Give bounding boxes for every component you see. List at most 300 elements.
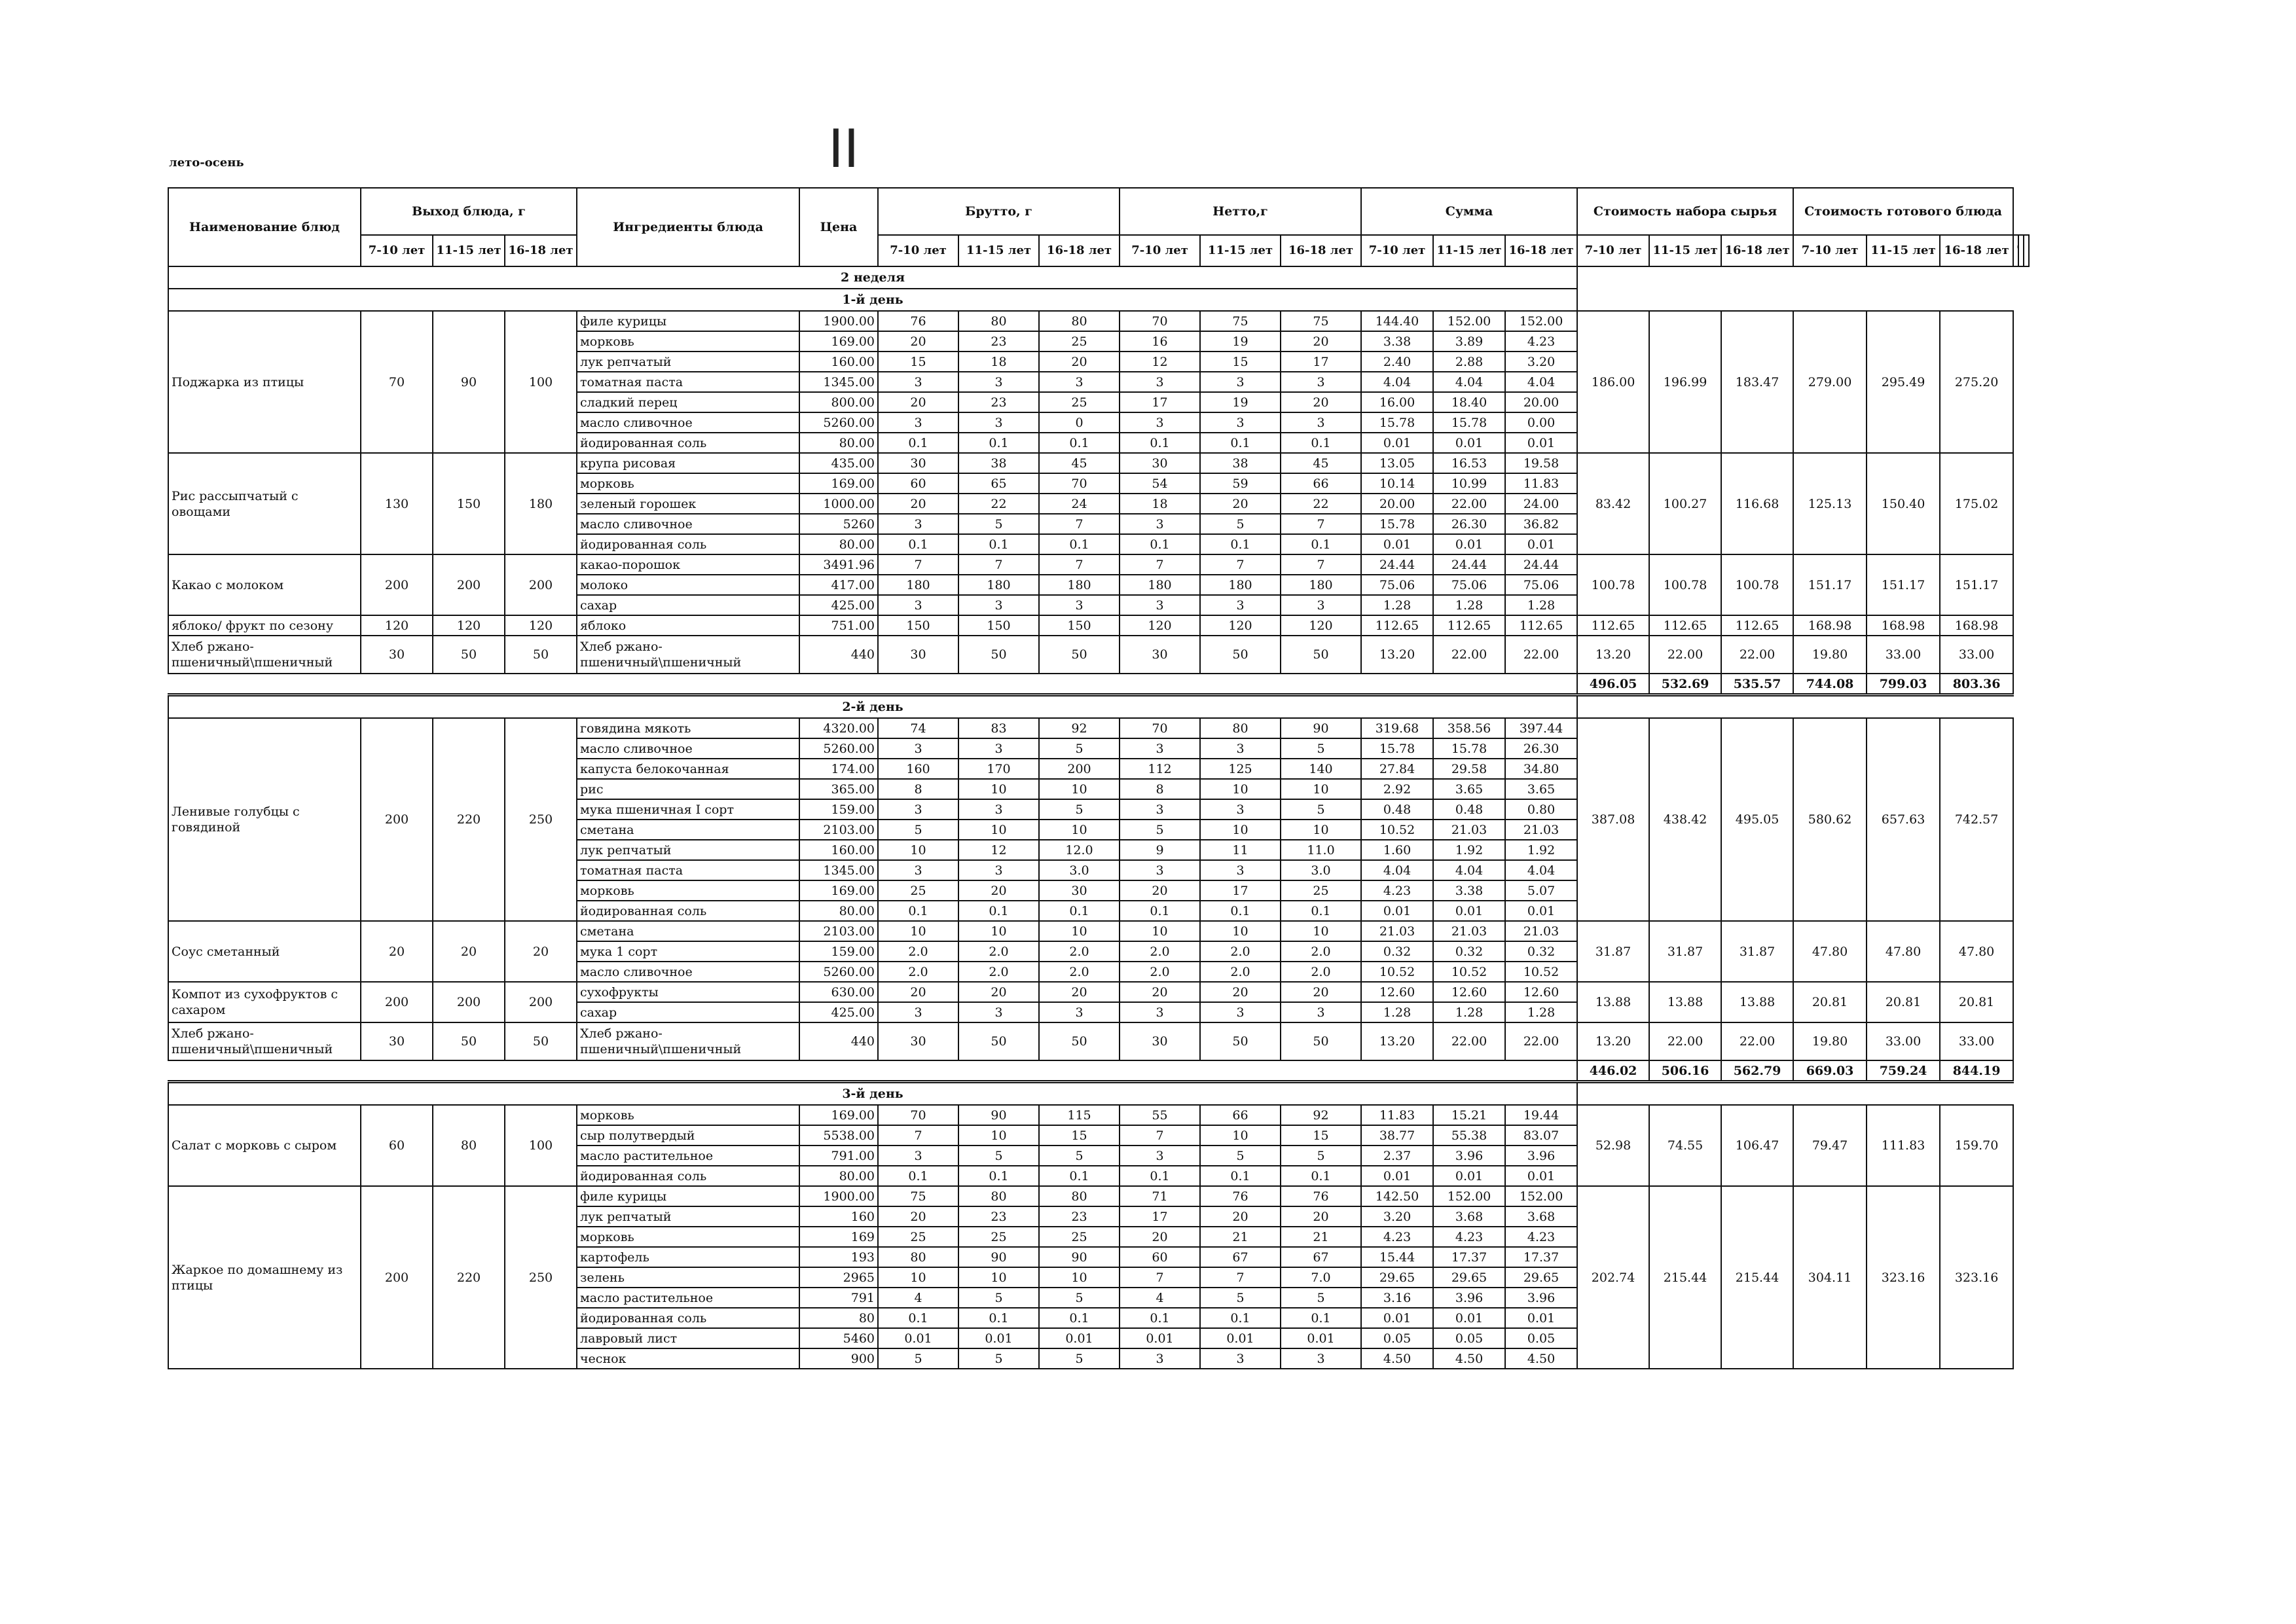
ingredient-price: 80.00: [799, 901, 878, 921]
ingredient-sum: 26.30: [1505, 738, 1577, 759]
header-ready-cost: Стоимость готового блюда: [1793, 188, 2013, 235]
gross-weight: 0.1: [1039, 1308, 1120, 1328]
ingredient-sum: 24.44: [1361, 554, 1433, 575]
gross-weight: 3: [878, 860, 958, 880]
dish-output: 100: [505, 311, 577, 453]
gross-weight: 3: [878, 738, 958, 759]
net-weight: 50: [1200, 1022, 1281, 1060]
net-weight: 15: [1281, 1125, 1361, 1146]
ingredient-price: 4320.00: [799, 718, 878, 738]
net-weight: 11.0: [1281, 840, 1361, 860]
net-weight: 8: [1120, 779, 1200, 799]
ingredient-price: 169: [799, 1227, 878, 1247]
gross-weight: 0.1: [958, 901, 1039, 921]
age-header: 7-10 лет: [1120, 235, 1200, 266]
ingredient-sum: 20.00: [1361, 494, 1433, 514]
net-weight: 76: [1281, 1186, 1361, 1206]
net-weight: 19: [1200, 392, 1281, 412]
ingredient-sum: 15.78: [1361, 412, 1433, 433]
ingredient-sum: 1.28: [1505, 595, 1577, 615]
ingredient-sum: 397.44: [1505, 718, 1577, 738]
gross-weight: 20: [1039, 352, 1120, 372]
net-weight: 12: [1120, 352, 1200, 372]
ingredient-name: йодированная соль: [577, 433, 799, 453]
ingredient-name: масло сливочное: [577, 962, 799, 982]
net-weight: 90: [1281, 718, 1361, 738]
gross-weight: 23: [958, 331, 1039, 352]
gross-weight: 10: [958, 1125, 1039, 1146]
ingredient-sum: 4.23: [1505, 331, 1577, 352]
ready-cost: 125.13: [1793, 453, 1867, 554]
dish-output: 130: [361, 453, 433, 554]
header-gross: Брутто, г: [878, 188, 1120, 235]
net-weight: 5: [1120, 820, 1200, 840]
net-weight: 2.0: [1200, 962, 1281, 982]
ingredient-sum: 11.83: [1361, 1105, 1433, 1125]
gross-weight: 150: [958, 615, 1039, 636]
ingredient-sum: 11.83: [1505, 473, 1577, 494]
net-weight: 7.0: [1281, 1267, 1361, 1288]
ingredient-sum: 3.68: [1505, 1206, 1577, 1227]
net-weight: 20: [1200, 982, 1281, 1002]
dish-name: Поджарка из птицы: [168, 311, 361, 453]
ingredient-name: морковь: [577, 880, 799, 901]
ready-cost: 150.40: [1867, 453, 1940, 554]
ingredient-sum: 13.20: [1361, 1022, 1433, 1060]
net-weight: 7: [1200, 554, 1281, 575]
gross-weight: 20: [958, 880, 1039, 901]
ingredient-sum: 0.32: [1505, 941, 1577, 962]
ingredient-sum: 16.00: [1361, 392, 1433, 412]
ready-cost: 168.98: [1940, 615, 2013, 636]
dish-name: Хлеб ржано-пшеничный\пшеничный: [168, 1022, 361, 1060]
ingredient-price: 425.00: [799, 595, 878, 615]
ready-cost: 168.98: [1867, 615, 1940, 636]
gross-weight: 3: [1039, 1002, 1120, 1022]
net-weight: 3: [1120, 1146, 1200, 1166]
net-weight: 2.0: [1200, 941, 1281, 962]
gross-weight: 90: [958, 1105, 1039, 1125]
net-weight: 0.01: [1120, 1328, 1200, 1348]
menu-cost-table: [168, 187, 2030, 1369]
ingredient-sum: 4.04: [1433, 372, 1505, 392]
gross-weight: 0.1: [878, 1166, 958, 1186]
net-weight: 5: [1281, 799, 1361, 820]
ingredient-sum: 5.07: [1505, 880, 1577, 901]
net-weight: 22: [1281, 494, 1361, 514]
gross-weight: 3: [958, 412, 1039, 433]
ready-cost: 304.11: [1793, 1186, 1867, 1369]
ingredient-row: [168, 1186, 2029, 1206]
net-weight: 180: [1281, 575, 1361, 595]
ingredient-price: 2103.00: [799, 820, 878, 840]
net-weight: 75: [1281, 311, 1361, 331]
ingredient-price: 80.00: [799, 1166, 878, 1186]
ingredient-name: томатная паста: [577, 860, 799, 880]
gross-weight: 2.0: [958, 941, 1039, 962]
net-weight: 30: [1120, 453, 1200, 473]
gross-weight: 0.1: [958, 1166, 1039, 1186]
age-header: 11-15 лет: [958, 235, 1039, 266]
gross-weight: 0: [1039, 412, 1120, 433]
raw-cost: 186.00: [1577, 311, 1649, 453]
ingredient-price: 900: [799, 1348, 878, 1369]
gross-weight: 50: [958, 1022, 1039, 1060]
dish-output: 20: [361, 921, 433, 982]
dish-output: 250: [505, 718, 577, 921]
gross-weight: 20: [878, 331, 958, 352]
dish-output: 80: [433, 1105, 505, 1186]
dish-output: 100: [505, 1105, 577, 1186]
gross-weight: 15: [878, 352, 958, 372]
gross-weight: 12: [958, 840, 1039, 860]
gross-weight: 90: [958, 1247, 1039, 1267]
net-weight: 17: [1281, 352, 1361, 372]
net-weight: 10: [1281, 779, 1361, 799]
ingredient-sum: 1.28: [1361, 595, 1433, 615]
net-weight: 45: [1281, 453, 1361, 473]
ingredient-name: сметана: [577, 820, 799, 840]
ingredient-price: 791: [799, 1288, 878, 1308]
age-header: [2013, 235, 2018, 266]
net-weight: 20: [1281, 1206, 1361, 1227]
raw-cost: 13.20: [1577, 1022, 1649, 1060]
dish-name: Жаркое по домашнему из птицы: [168, 1186, 361, 1369]
gross-weight: 0.01: [878, 1328, 958, 1348]
ingredient-price: 365.00: [799, 779, 878, 799]
net-weight: 3: [1200, 860, 1281, 880]
net-weight: 10: [1200, 921, 1281, 941]
ready-cost: 33.00: [1867, 1022, 1940, 1060]
ingredient-name: лук репчатый: [577, 840, 799, 860]
gross-weight: 8: [878, 779, 958, 799]
day-total-row: [168, 1060, 2029, 1082]
ingredient-sum: 21.03: [1433, 921, 1505, 941]
ingredient-name: лук репчатый: [577, 1206, 799, 1227]
net-weight: 120: [1200, 615, 1281, 636]
net-weight: 19: [1200, 331, 1281, 352]
ingredient-sum: 319.68: [1361, 718, 1433, 738]
net-weight: 0.1: [1120, 534, 1200, 554]
ingredient-sum: 2.40: [1361, 352, 1433, 372]
net-weight: 0.1: [1120, 901, 1200, 921]
ready-cost: 79.47: [1793, 1105, 1867, 1186]
gross-weight: 10: [958, 921, 1039, 941]
gross-weight: 20: [878, 494, 958, 514]
ingredient-sum: 4.04: [1505, 860, 1577, 880]
ready-cost: 168.98: [1793, 615, 1867, 636]
ready-cost: 323.16: [1867, 1186, 1940, 1369]
dish-name: Салат с морковь с сыром: [168, 1105, 361, 1186]
ingredient-sum: 3.20: [1505, 352, 1577, 372]
net-weight: 0.1: [1281, 901, 1361, 921]
gross-weight: 70: [1039, 473, 1120, 494]
day-total: 744.08: [1793, 674, 1867, 695]
net-weight: 7: [1281, 514, 1361, 534]
ingredient-name: мука 1 сорт: [577, 941, 799, 962]
ingredient-row: [168, 1105, 2029, 1125]
net-weight: 3: [1120, 799, 1200, 820]
ready-cost: 33.00: [1940, 636, 2013, 674]
ingredient-name: сыр полутвердый: [577, 1125, 799, 1146]
dish-output: 200: [361, 718, 433, 921]
day-total: 759.24: [1867, 1060, 1940, 1082]
gross-weight: 25: [1039, 392, 1120, 412]
ingredient-sum: 0.32: [1433, 941, 1505, 962]
ready-cost: 580.62: [1793, 718, 1867, 921]
dish-output: 200: [361, 1186, 433, 1369]
raw-cost: 13.20: [1577, 636, 1649, 674]
raw-cost: 83.42: [1577, 453, 1649, 554]
raw-cost: 112.65: [1577, 615, 1649, 636]
ingredient-sum: 13.05: [1361, 453, 1433, 473]
ingredient-price: 440: [799, 636, 878, 674]
ingredient-price: 3491.96: [799, 554, 878, 575]
gross-weight: 74: [878, 718, 958, 738]
ingredient-sum: 3.68: [1433, 1206, 1505, 1227]
ingredient-sum: 15.78: [1361, 514, 1433, 534]
age-header: 11-15 лет: [433, 235, 505, 266]
ingredient-sum: 1.28: [1433, 595, 1505, 615]
ingredient-sum: 27.84: [1361, 759, 1433, 779]
day-title: 2-й день: [168, 695, 1577, 719]
gross-weight: 3: [958, 1002, 1039, 1022]
net-weight: 125: [1200, 759, 1281, 779]
net-weight: 2.0: [1281, 941, 1361, 962]
net-weight: 20: [1281, 982, 1361, 1002]
net-weight: 17: [1120, 392, 1200, 412]
net-weight: 0.1: [1200, 1308, 1281, 1328]
gross-weight: 10: [1039, 820, 1120, 840]
gross-weight: 0.1: [1039, 433, 1120, 453]
gross-weight: 180: [958, 575, 1039, 595]
blank-cell: [1577, 695, 2013, 719]
net-weight: 75: [1200, 311, 1281, 331]
ingredient-row: [168, 1022, 2029, 1060]
net-weight: 0.1: [1200, 901, 1281, 921]
ingredient-sum: 17.37: [1433, 1247, 1505, 1267]
ingredient-row: [168, 636, 2029, 674]
gross-weight: 30: [878, 636, 958, 674]
net-weight: 10: [1200, 1125, 1281, 1146]
ingredient-name: масло растительное: [577, 1146, 799, 1166]
ingredient-name: сметана: [577, 921, 799, 941]
age-header: [2024, 235, 2029, 266]
ingredient-sum: 2.92: [1361, 779, 1433, 799]
gross-weight: 3: [958, 595, 1039, 615]
ingredient-price: 630.00: [799, 982, 878, 1002]
ingredient-sum: 0.05: [1433, 1328, 1505, 1348]
ingredient-sum: 75.06: [1433, 575, 1505, 595]
ingredient-price: 160.00: [799, 352, 878, 372]
header-sum: Сумма: [1361, 188, 1577, 235]
gross-weight: 80: [1039, 311, 1120, 331]
net-weight: 7: [1281, 554, 1361, 575]
ingredient-sum: 3.96: [1505, 1146, 1577, 1166]
ingredient-price: 159.00: [799, 941, 878, 962]
ingredient-name: сухофрукты: [577, 982, 799, 1002]
ingredient-name: масло сливочное: [577, 412, 799, 433]
net-weight: 16: [1120, 331, 1200, 352]
dish-name: Рис рассыпчатый с овощами: [168, 453, 361, 554]
ingredient-sum: 0.05: [1505, 1328, 1577, 1348]
age-header: 16-18 лет: [1281, 235, 1361, 266]
raw-cost: 100.27: [1649, 453, 1721, 554]
ready-cost: 33.00: [1940, 1022, 2013, 1060]
day-total: 496.05: [1577, 674, 1649, 695]
ingredient-name: зеленый горошек: [577, 494, 799, 514]
raw-cost: 100.78: [1649, 554, 1721, 615]
gross-weight: 23: [1039, 1206, 1120, 1227]
gross-weight: 38: [958, 453, 1039, 473]
ingredient-price: 5538.00: [799, 1125, 878, 1146]
ingredient-sum: 1.28: [1505, 1002, 1577, 1022]
gross-weight: 2.0: [958, 962, 1039, 982]
gross-weight: 50: [1039, 1022, 1120, 1060]
net-weight: 54: [1120, 473, 1200, 494]
ingredient-sum: 0.01: [1505, 901, 1577, 921]
gross-weight: 2.0: [878, 962, 958, 982]
ingredient-name: Хлеб ржано-пшеничный\пшеничный: [577, 636, 799, 674]
ingredient-sum: 3.16: [1361, 1288, 1433, 1308]
net-weight: 0.01: [1281, 1328, 1361, 1348]
net-weight: 9: [1120, 840, 1200, 860]
ingredient-row: [168, 615, 2029, 636]
net-weight: 67: [1281, 1247, 1361, 1267]
ingredient-name: филе курицы: [577, 311, 799, 331]
ingredient-sum: 22.00: [1505, 1022, 1577, 1060]
dish-output: 220: [433, 1186, 505, 1369]
age-header: 16-18 лет: [1039, 235, 1120, 266]
gross-weight: 50: [958, 636, 1039, 674]
gross-weight: 23: [958, 392, 1039, 412]
ready-cost: 657.63: [1867, 718, 1940, 921]
ingredient-sum: 4.50: [1361, 1348, 1433, 1369]
ingredient-price: 80: [799, 1308, 878, 1328]
gross-weight: 18: [958, 352, 1039, 372]
net-weight: 0.1: [1120, 433, 1200, 453]
ingredient-name: сахар: [577, 1002, 799, 1022]
ingredient-name: капуста белокочанная: [577, 759, 799, 779]
ingredient-sum: 0.32: [1361, 941, 1433, 962]
net-weight: 71: [1120, 1186, 1200, 1206]
gross-weight: 3: [958, 799, 1039, 820]
dish-output: 200: [505, 554, 577, 615]
gross-weight: 5: [1039, 1288, 1120, 1308]
net-weight: 180: [1200, 575, 1281, 595]
age-header: 16-18 лет: [1721, 235, 1793, 266]
net-weight: 20: [1120, 1227, 1200, 1247]
ingredient-sum: 0.01: [1361, 433, 1433, 453]
ingredient-sum: 10.14: [1361, 473, 1433, 494]
net-weight: 80: [1200, 718, 1281, 738]
ingredient-sum: 21.03: [1433, 820, 1505, 840]
gross-weight: 0.1: [878, 1308, 958, 1328]
ingredient-sum: 1.28: [1361, 1002, 1433, 1022]
raw-cost: 387.08: [1577, 718, 1649, 921]
ingredient-price: 5260: [799, 514, 878, 534]
ingredient-price: 5260.00: [799, 738, 878, 759]
ready-cost: 742.57: [1940, 718, 2013, 921]
gross-weight: 3: [1039, 595, 1120, 615]
ready-cost: 33.00: [1867, 636, 1940, 674]
gross-weight: 3: [958, 372, 1039, 392]
ingredient-price: 169.00: [799, 1105, 878, 1125]
ingredient-sum: 112.65: [1361, 615, 1433, 636]
gross-weight: 170: [958, 759, 1039, 779]
net-weight: 50: [1281, 636, 1361, 674]
blank-cell: [168, 1060, 1577, 1082]
raw-cost: 116.68: [1721, 453, 1793, 554]
ingredient-sum: 4.50: [1505, 1348, 1577, 1369]
ingredient-name: картофель: [577, 1247, 799, 1267]
dish-output: 180: [505, 453, 577, 554]
raw-cost: 52.98: [1577, 1105, 1649, 1186]
net-weight: 120: [1120, 615, 1200, 636]
net-weight: 70: [1120, 718, 1200, 738]
ingredient-name: лук репчатый: [577, 352, 799, 372]
age-header: 11-15 лет: [1867, 235, 1940, 266]
ingredient-sum: 18.40: [1433, 392, 1505, 412]
net-weight: 0.1: [1281, 534, 1361, 554]
week-label-row: [168, 266, 2029, 289]
ingredient-sum: 19.58: [1505, 453, 1577, 473]
gross-weight: 10: [1039, 1267, 1120, 1288]
ingredient-sum: 12.60: [1505, 982, 1577, 1002]
net-weight: 30: [1120, 1022, 1200, 1060]
day-total: 562.79: [1721, 1060, 1793, 1082]
gross-weight: 150: [1039, 615, 1120, 636]
ingredient-sum: 75.06: [1505, 575, 1577, 595]
net-weight: 66: [1200, 1105, 1281, 1125]
gross-weight: 7: [878, 554, 958, 575]
net-weight: 3: [1200, 1002, 1281, 1022]
net-weight: 50: [1281, 1022, 1361, 1060]
net-weight: 59: [1200, 473, 1281, 494]
gross-weight: 0.01: [1039, 1328, 1120, 1348]
ingredient-price: 193: [799, 1247, 878, 1267]
ready-cost: 175.02: [1940, 453, 2013, 554]
raw-cost: 438.42: [1649, 718, 1721, 921]
ingredient-row: [168, 921, 2029, 941]
gross-weight: 3: [958, 860, 1039, 880]
dish-output: 250: [505, 1186, 577, 1369]
gross-weight: 20: [1039, 982, 1120, 1002]
age-header: 7-10 лет: [1361, 235, 1433, 266]
gross-weight: 4: [878, 1288, 958, 1308]
ingredient-name: морковь: [577, 473, 799, 494]
gross-weight: 5: [958, 1146, 1039, 1166]
gross-weight: 0.1: [958, 1308, 1039, 1328]
ready-cost: 19.80: [1793, 636, 1867, 674]
raw-cost: 22.00: [1721, 1022, 1793, 1060]
dish-output: 50: [505, 1022, 577, 1060]
ingredient-sum: 0.01: [1361, 901, 1433, 921]
ingredient-sum: 152.00: [1433, 311, 1505, 331]
ingredient-sum: 0.48: [1433, 799, 1505, 820]
gross-weight: 90: [1039, 1247, 1120, 1267]
net-weight: 0.1: [1281, 1308, 1361, 1328]
ingredient-price: 160: [799, 1206, 878, 1227]
ingredient-sum: 17.37: [1505, 1247, 1577, 1267]
net-weight: 3: [1281, 1002, 1361, 1022]
net-weight: 67: [1200, 1247, 1281, 1267]
net-weight: 3: [1120, 412, 1200, 433]
ingredient-sum: 0.01: [1505, 1166, 1577, 1186]
ingredient-sum: 0.01: [1361, 1308, 1433, 1328]
net-weight: 70: [1120, 311, 1200, 331]
gross-weight: 0.01: [958, 1328, 1039, 1348]
